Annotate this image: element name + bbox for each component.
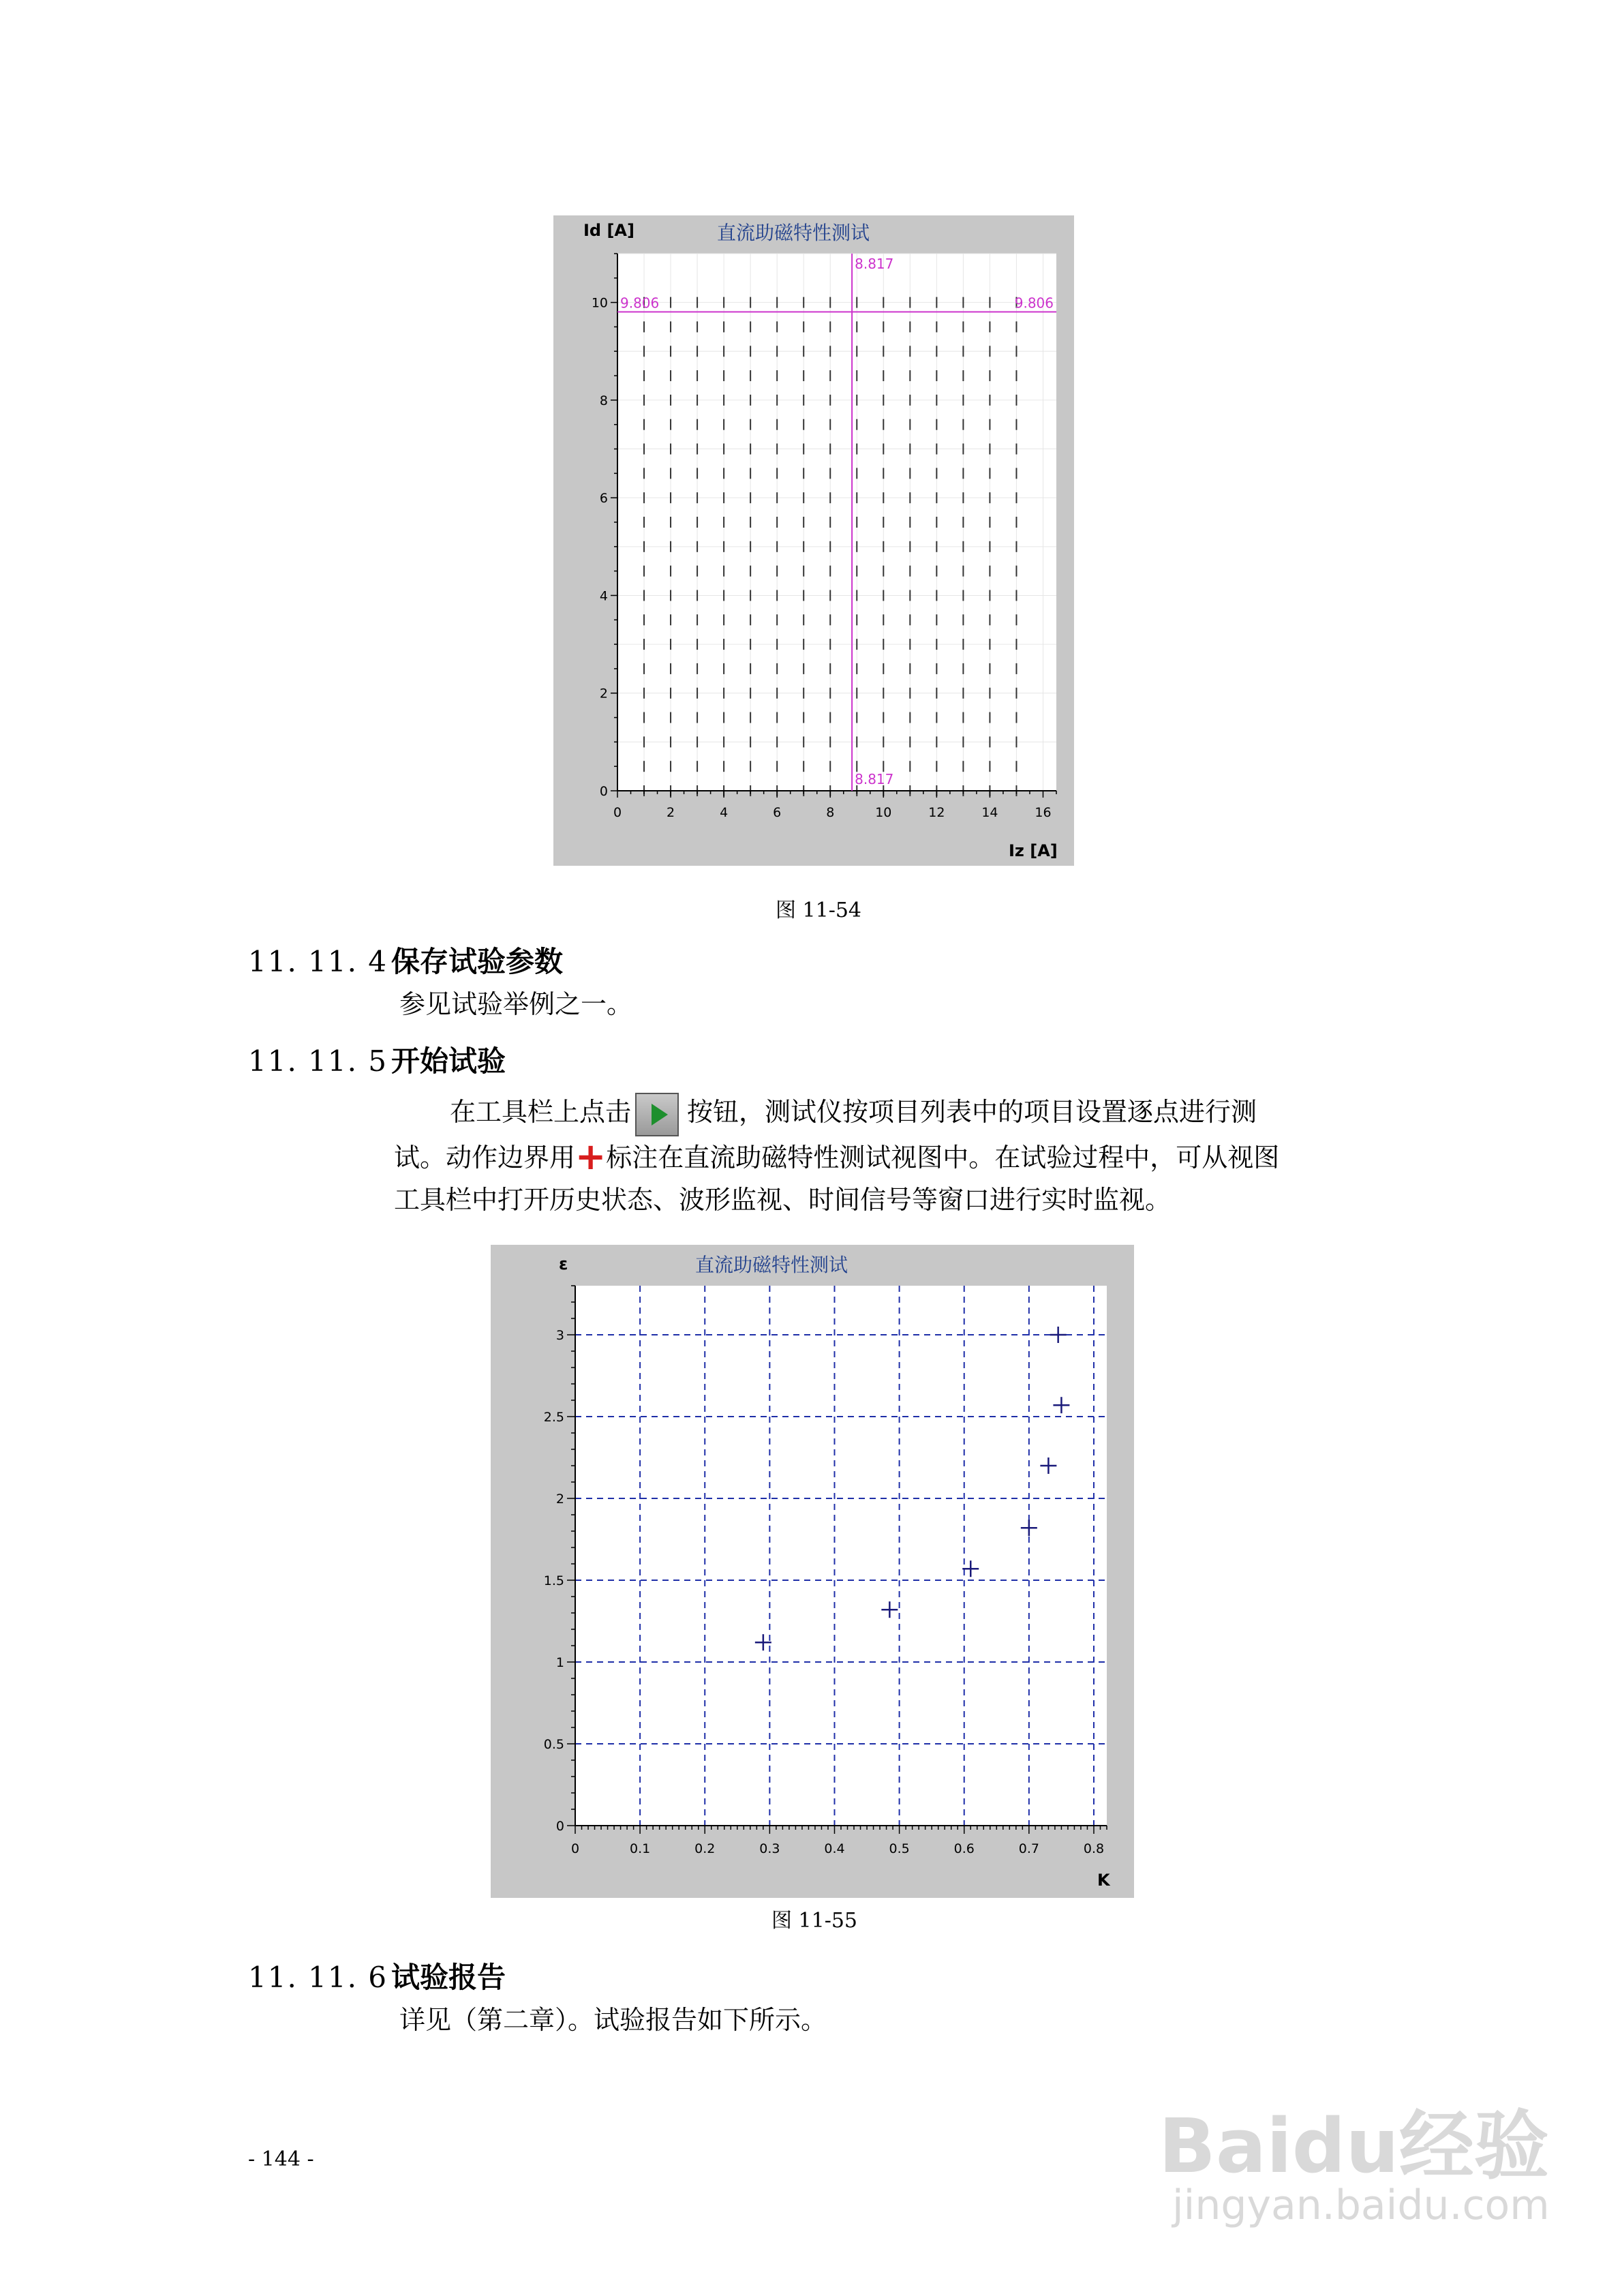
y-tick-label: 1.5 — [543, 1573, 564, 1588]
x-tick-label: 8 — [826, 805, 835, 820]
section-body-11-11-4: 参见试验举例之一。 — [399, 989, 633, 1019]
figure-2-caption: 图 11-55 — [771, 1909, 858, 1933]
section-heading-11-11-6 — [248, 1955, 506, 1996]
plot-area — [575, 1286, 1107, 1826]
play-icon — [635, 1093, 679, 1136]
section-title: 保存试验参数 — [391, 945, 564, 978]
section-title: 试验报告 — [391, 1961, 506, 1994]
y-tick-label: 0 — [555, 1819, 564, 1834]
x-tick-label: 0 — [570, 1841, 580, 1856]
y-tick-label: 3 — [555, 1328, 564, 1343]
x-tick-label: 4 — [720, 805, 729, 820]
x-tick-label: 0.1 — [630, 1841, 651, 1856]
y-tick-label: 4 — [599, 588, 608, 604]
x-tick-label: 6 — [773, 805, 782, 820]
marker-label-right: 9.806 — [1014, 294, 1054, 312]
marker-label-top: 8.817 — [855, 256, 894, 272]
figure-2-y-axis-name: ε — [559, 1254, 568, 1273]
figure-2-title: 直流助磁特性测试 — [695, 1254, 848, 1276]
x-tick-label: 0.4 — [824, 1841, 845, 1856]
y-tick-label: 8 — [599, 393, 608, 408]
x-tick-label: 16 — [1035, 805, 1052, 820]
x-tick-label: 0 — [613, 805, 622, 820]
section-heading-11-11-5 — [248, 1039, 506, 1080]
section-number: 11. 11. 5 — [248, 1044, 388, 1078]
figure-1-title: 直流助磁特性测试 — [717, 222, 870, 244]
x-tick-label: 0.8 — [1083, 1841, 1105, 1856]
x-tick-label: 14 — [981, 805, 998, 820]
section-heading-11-11-4 — [248, 939, 563, 980]
x-tick-label: 0.3 — [759, 1841, 780, 1856]
y-tick-label: 0 — [599, 784, 608, 799]
figure-1-caption: 图 11-54 — [776, 898, 862, 922]
figure-2-x-axis-name: K — [1097, 1871, 1110, 1890]
paragraph-line-2: 试。动作边界用+标注在直流助磁特性测试视图中。在试验过程中，可从视图 — [394, 1134, 1280, 1178]
section-number: 11. 11. 4 — [248, 945, 388, 978]
x-tick-label: 0.2 — [694, 1841, 716, 1856]
section-body-11-11-5 — [394, 1091, 1403, 1221]
marker-label-bottom: 8.817 — [855, 771, 894, 787]
watermark-url: jingyan.baidu.com — [1172, 2181, 1550, 2229]
section-body-11-11-6: 详见（第二章）。试验报告如下所示。 — [399, 2005, 827, 2035]
y-tick-label: 2.5 — [543, 1410, 564, 1425]
paragraph-line-3: 工具栏中打开历史状态、波形监视、时间信号等窗口进行实时监视。 — [394, 1184, 1172, 1215]
x-tick-label: 2 — [667, 805, 675, 820]
section-title: 开始试验 — [391, 1044, 506, 1078]
x-tick-label: 10 — [875, 805, 892, 820]
x-tick-label: 0.6 — [953, 1841, 975, 1856]
x-tick-label: 0.5 — [889, 1841, 910, 1856]
y-tick-label: 2 — [555, 1492, 564, 1507]
x-tick-label: 0.7 — [1018, 1841, 1039, 1856]
figure-1-chart — [553, 215, 1074, 866]
x-tick-label: 12 — [928, 805, 945, 820]
page-number: - 144 - — [248, 2147, 314, 2171]
y-tick-label: 10 — [591, 295, 608, 311]
figure-1-x-axis-name: Iz [A] — [1009, 841, 1058, 860]
paragraph-line-1: 在工具栏上点击 按钮，测试仪按项目列表中的项目设置逐点进行测 — [394, 1091, 1403, 1136]
y-tick-label: 6 — [599, 491, 608, 507]
y-tick-label: 1 — [555, 1655, 564, 1670]
red-plus-icon: + — [575, 1134, 607, 1178]
marker-label-left: 9.806 — [620, 294, 660, 312]
y-tick-label: 0.5 — [543, 1737, 564, 1752]
section-number: 11. 11. 6 — [248, 1961, 388, 1994]
y-tick-label: 2 — [599, 686, 608, 701]
watermark-brand: Baidu经验 — [1159, 2102, 1549, 2190]
figure-2-chart — [491, 1245, 1134, 1898]
figure-1-y-axis-name: Id [A] — [583, 221, 634, 240]
